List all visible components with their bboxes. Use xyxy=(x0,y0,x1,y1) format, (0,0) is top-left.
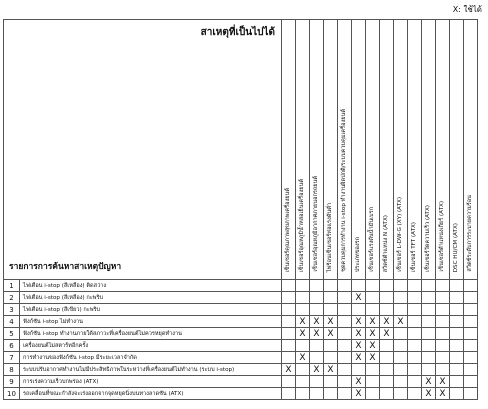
problem-description: ระบบปรับอากาศทำงานไม่มีประสิทธิภาพในระหว่างที่เครื่องยนต์ไม่ทำงาน (ระบบ i-stop) xyxy=(20,364,282,376)
applicable-mark: X xyxy=(422,388,436,400)
applicable-mark xyxy=(450,388,464,400)
applicable-mark xyxy=(366,292,380,304)
applicable-mark xyxy=(394,292,408,304)
applicable-mark xyxy=(380,280,394,292)
cause-column-header xyxy=(464,20,478,280)
applicable-mark xyxy=(338,340,352,352)
table-row xyxy=(4,364,478,376)
applicable-mark xyxy=(450,376,464,388)
applicable-mark xyxy=(450,280,464,292)
legend: X: ใช้ได้ xyxy=(452,5,482,14)
applicable-mark xyxy=(436,328,450,340)
applicable-mark xyxy=(282,376,296,388)
applicable-mark xyxy=(310,388,324,400)
applicable-mark xyxy=(338,316,352,328)
applicable-mark xyxy=(436,316,450,328)
cause-column-header xyxy=(436,20,450,280)
cause-column-header xyxy=(282,20,296,280)
applicable-mark xyxy=(296,388,310,400)
row-number: 8 xyxy=(4,364,20,376)
applicable-mark xyxy=(380,376,394,388)
applicable-mark xyxy=(352,304,366,316)
applicable-mark xyxy=(408,304,422,316)
table-row xyxy=(4,352,478,364)
applicable-mark xyxy=(408,292,422,304)
applicable-mark xyxy=(422,328,436,340)
cause-column-header xyxy=(366,20,380,280)
applicable-mark: X xyxy=(296,316,310,328)
cause-label: ชุดควบคุมการทำงาน i-stop ทำงานผิดปกติ/ระบบควบคุมเครื่องยนต์ xyxy=(341,109,348,272)
applicable-mark: X xyxy=(394,316,408,328)
applicable-mark xyxy=(310,304,324,316)
table-body xyxy=(4,280,478,400)
applicable-mark: X xyxy=(324,364,338,376)
applicable-mark: X xyxy=(436,376,450,388)
applicable-mark: X xyxy=(310,364,324,376)
table-row xyxy=(4,316,478,328)
applicable-mark xyxy=(436,352,450,364)
row-number: 7 xyxy=(4,352,20,364)
applicable-mark xyxy=(324,340,338,352)
cause-column-header xyxy=(450,20,464,280)
problems-title: รายการการค้นหาสาเหตุปัญหา xyxy=(9,262,122,272)
applicable-mark xyxy=(450,316,464,328)
applicable-mark xyxy=(450,304,464,316)
applicable-mark xyxy=(436,340,450,352)
applicable-mark xyxy=(464,280,478,292)
applicable-mark xyxy=(422,340,436,352)
applicable-mark xyxy=(464,388,478,400)
applicable-mark xyxy=(422,304,436,316)
applicable-mark xyxy=(450,364,464,376)
applicable-mark xyxy=(436,304,450,316)
cause-label: เซ็นเซอร์ L-DW-G (XY) (ATX) xyxy=(397,197,404,272)
problem-description: ไฟเตือน i-stop (สีเหลือง) ติดสว่าง xyxy=(20,280,282,292)
applicable-mark xyxy=(394,376,408,388)
applicable-mark: X xyxy=(310,328,324,340)
applicable-mark xyxy=(450,292,464,304)
applicable-mark xyxy=(310,340,324,352)
applicable-mark xyxy=(324,292,338,304)
applicable-mark: X xyxy=(366,328,380,340)
applicable-mark: X xyxy=(380,316,394,328)
row-number: 1 xyxy=(4,280,20,292)
applicable-mark xyxy=(408,376,422,388)
applicable-mark xyxy=(408,328,422,340)
applicable-mark: X xyxy=(352,292,366,304)
applicable-mark xyxy=(394,340,408,352)
applicable-mark xyxy=(296,292,310,304)
problem-description: การเร่งความเร็วบกพร่อง (ATX) xyxy=(20,376,282,388)
applicable-mark xyxy=(450,328,464,340)
applicable-mark xyxy=(408,316,422,328)
applicable-mark xyxy=(366,364,380,376)
applicable-mark xyxy=(366,304,380,316)
applicable-mark: X xyxy=(352,376,366,388)
applicable-mark xyxy=(296,280,310,292)
causes-title: สาเหตุที่เป็นไปได้ xyxy=(200,27,275,38)
applicable-mark: X xyxy=(324,328,338,340)
applicable-mark xyxy=(436,292,450,304)
row-number: 4 xyxy=(4,316,20,328)
row-number: 10 xyxy=(4,388,20,400)
cause-label: เซ็นเซอร์วัดความเร็ว (ATX) xyxy=(425,205,432,272)
problem-description: ไฟเตือน i-stop (สีเขียว) กะพริบ xyxy=(20,304,282,316)
cause-label: เซ็นเซอร์คุณภาพสุขภาพเครื่องยนต์ xyxy=(285,187,292,272)
table-row xyxy=(4,328,478,340)
applicable-mark xyxy=(338,292,352,304)
applicable-mark xyxy=(310,376,324,388)
applicable-mark xyxy=(338,280,352,292)
applicable-mark xyxy=(282,340,296,352)
applicable-mark xyxy=(450,340,464,352)
table-row xyxy=(4,292,478,304)
applicable-mark xyxy=(408,280,422,292)
cause-label: ไฟร้อนเซ็นเซอร์ท่อแรงดันต่ำ xyxy=(327,202,334,272)
applicable-mark xyxy=(464,304,478,316)
applicable-mark xyxy=(338,352,352,364)
cause-column-header xyxy=(380,20,394,280)
applicable-mark xyxy=(464,376,478,388)
row-number: 5 xyxy=(4,328,20,340)
table-row xyxy=(4,304,478,316)
applicable-mark xyxy=(422,364,436,376)
applicable-mark xyxy=(380,292,394,304)
applicable-mark xyxy=(394,352,408,364)
table-row xyxy=(4,388,478,400)
cause-column-header xyxy=(422,20,436,280)
applicable-mark xyxy=(338,376,352,388)
applicable-mark xyxy=(282,304,296,316)
table-row xyxy=(4,280,478,292)
cause-column-header xyxy=(394,20,408,280)
row-number: 9 xyxy=(4,376,20,388)
applicable-mark xyxy=(394,388,408,400)
applicable-mark xyxy=(310,292,324,304)
problem-description: เครื่องยนต์ไม่สตาร์ทอีกครั้ง xyxy=(20,340,282,352)
applicable-mark xyxy=(338,304,352,316)
applicable-mark xyxy=(366,280,380,292)
applicable-mark xyxy=(464,316,478,328)
cause-column-header xyxy=(408,20,422,280)
applicable-mark: X xyxy=(436,388,450,400)
cause-column-header xyxy=(310,20,324,280)
applicable-mark xyxy=(282,328,296,340)
applicable-mark xyxy=(464,328,478,340)
applicable-mark xyxy=(282,292,296,304)
applicable-mark xyxy=(282,352,296,364)
row-number: 2 xyxy=(4,292,20,304)
applicable-mark xyxy=(422,292,436,304)
applicable-mark: X xyxy=(366,316,380,328)
applicable-mark xyxy=(408,364,422,376)
applicable-mark xyxy=(464,340,478,352)
applicable-mark: X xyxy=(422,376,436,388)
applicable-mark: X xyxy=(296,352,310,364)
row-number: 6 xyxy=(4,340,20,352)
table-row xyxy=(4,340,478,352)
applicable-mark xyxy=(408,340,422,352)
applicable-mark xyxy=(464,292,478,304)
applicable-mark xyxy=(422,352,436,364)
applicable-mark xyxy=(324,280,338,292)
cause-label: สวิตช์ระดับการระบายความร้อน xyxy=(467,195,474,272)
applicable-mark xyxy=(436,280,450,292)
applicable-mark: X xyxy=(352,388,366,400)
applicable-mark xyxy=(380,364,394,376)
applicable-mark: X xyxy=(366,352,380,364)
cause-label: เซ็นเซอร์อุณหภูมิน้ำหล่อเย็นเครื่องยนต์ xyxy=(299,178,306,272)
applicable-mark xyxy=(436,364,450,376)
problem-description: ฟังก์ชัน i-stop ไม่ทำงาน xyxy=(20,316,282,328)
applicable-mark xyxy=(464,364,478,376)
applicable-mark xyxy=(422,316,436,328)
header-row xyxy=(4,20,478,280)
applicable-mark xyxy=(394,364,408,376)
problem-description: รถเคลื่อนที่ขณะกำลังจะเร่งออกจากจุดหยุดนิ่งบนทางลาดชัน (ATX) xyxy=(20,388,282,400)
applicable-mark: X xyxy=(380,328,394,340)
applicable-mark xyxy=(324,376,338,388)
table-row xyxy=(4,376,478,388)
applicable-mark xyxy=(338,388,352,400)
applicable-mark: X xyxy=(282,364,296,376)
applicable-mark xyxy=(380,352,394,364)
row-number: 3 xyxy=(4,304,20,316)
cause-column-header xyxy=(338,20,352,280)
applicable-mark: X xyxy=(352,352,366,364)
applicable-mark: X xyxy=(352,340,366,352)
problem-description: ฟังก์ชัน i-stop ทำงานภายใต้สภาวะที่เครื่องยนต์ไม่ควรหยุดทำงาน xyxy=(20,328,282,340)
applicable-mark: X xyxy=(352,328,366,340)
applicable-mark xyxy=(352,364,366,376)
applicable-mark: X xyxy=(366,340,380,352)
applicable-mark xyxy=(296,376,310,388)
applicable-mark xyxy=(338,328,352,340)
cause-column-header xyxy=(352,20,366,280)
applicable-mark xyxy=(324,304,338,316)
applicable-mark xyxy=(380,388,394,400)
applicable-mark xyxy=(394,328,408,340)
header-corner xyxy=(4,20,282,280)
applicable-mark xyxy=(338,364,352,376)
applicable-mark xyxy=(394,280,408,292)
applicable-mark: X xyxy=(310,316,324,328)
applicable-mark xyxy=(282,316,296,328)
applicable-mark xyxy=(408,388,422,400)
applicable-mark: X xyxy=(296,328,310,340)
applicable-mark xyxy=(282,388,296,400)
applicable-mark xyxy=(310,280,324,292)
cause-label: เซ็นเซอร์ตำแหน่งเกียร์ (ATX) xyxy=(439,201,446,272)
applicable-mark xyxy=(422,280,436,292)
applicable-mark: X xyxy=(324,316,338,328)
applicable-mark xyxy=(380,340,394,352)
applicable-mark xyxy=(366,388,380,400)
applicable-mark xyxy=(450,352,464,364)
cause-label: ประเภทของรถ xyxy=(355,236,362,272)
applicable-mark xyxy=(464,352,478,364)
applicable-mark xyxy=(352,280,366,292)
cause-label: เซ็นเซอร์แรงดันน้ำมันเบรก xyxy=(369,207,376,272)
cause-column-header xyxy=(296,20,310,280)
applicable-mark xyxy=(296,364,310,376)
applicable-mark xyxy=(394,304,408,316)
applicable-mark xyxy=(324,352,338,364)
applicable-mark xyxy=(408,352,422,364)
applicable-mark xyxy=(296,304,310,316)
cause-column-header xyxy=(324,20,338,280)
applicable-mark: X xyxy=(352,316,366,328)
cause-label: เซ็นเซอร์อุณหภูมิอากาศภายนอกรถยนต์ xyxy=(313,176,320,272)
applicable-mark xyxy=(296,340,310,352)
problem-description: ไฟเตือน i-stop (สีเหลือง) กะพริบ xyxy=(20,292,282,304)
cause-label: สวิตช์ตำแหน่ง N (ATX) xyxy=(383,214,390,272)
applicable-mark xyxy=(366,376,380,388)
problem-description: การทำงานของฟังก์ชัน i-stop มีระยะเวลาจำกัด xyxy=(20,352,282,364)
applicable-mark xyxy=(282,280,296,292)
applicable-mark xyxy=(324,388,338,400)
cause-label: เซ็นเซอร์ TFT (ATX) xyxy=(411,221,418,272)
cause-label: DSC HU/CM (ATX) xyxy=(453,222,460,272)
applicable-mark xyxy=(380,304,394,316)
diagnostic-table xyxy=(3,19,478,400)
applicable-mark xyxy=(310,352,324,364)
